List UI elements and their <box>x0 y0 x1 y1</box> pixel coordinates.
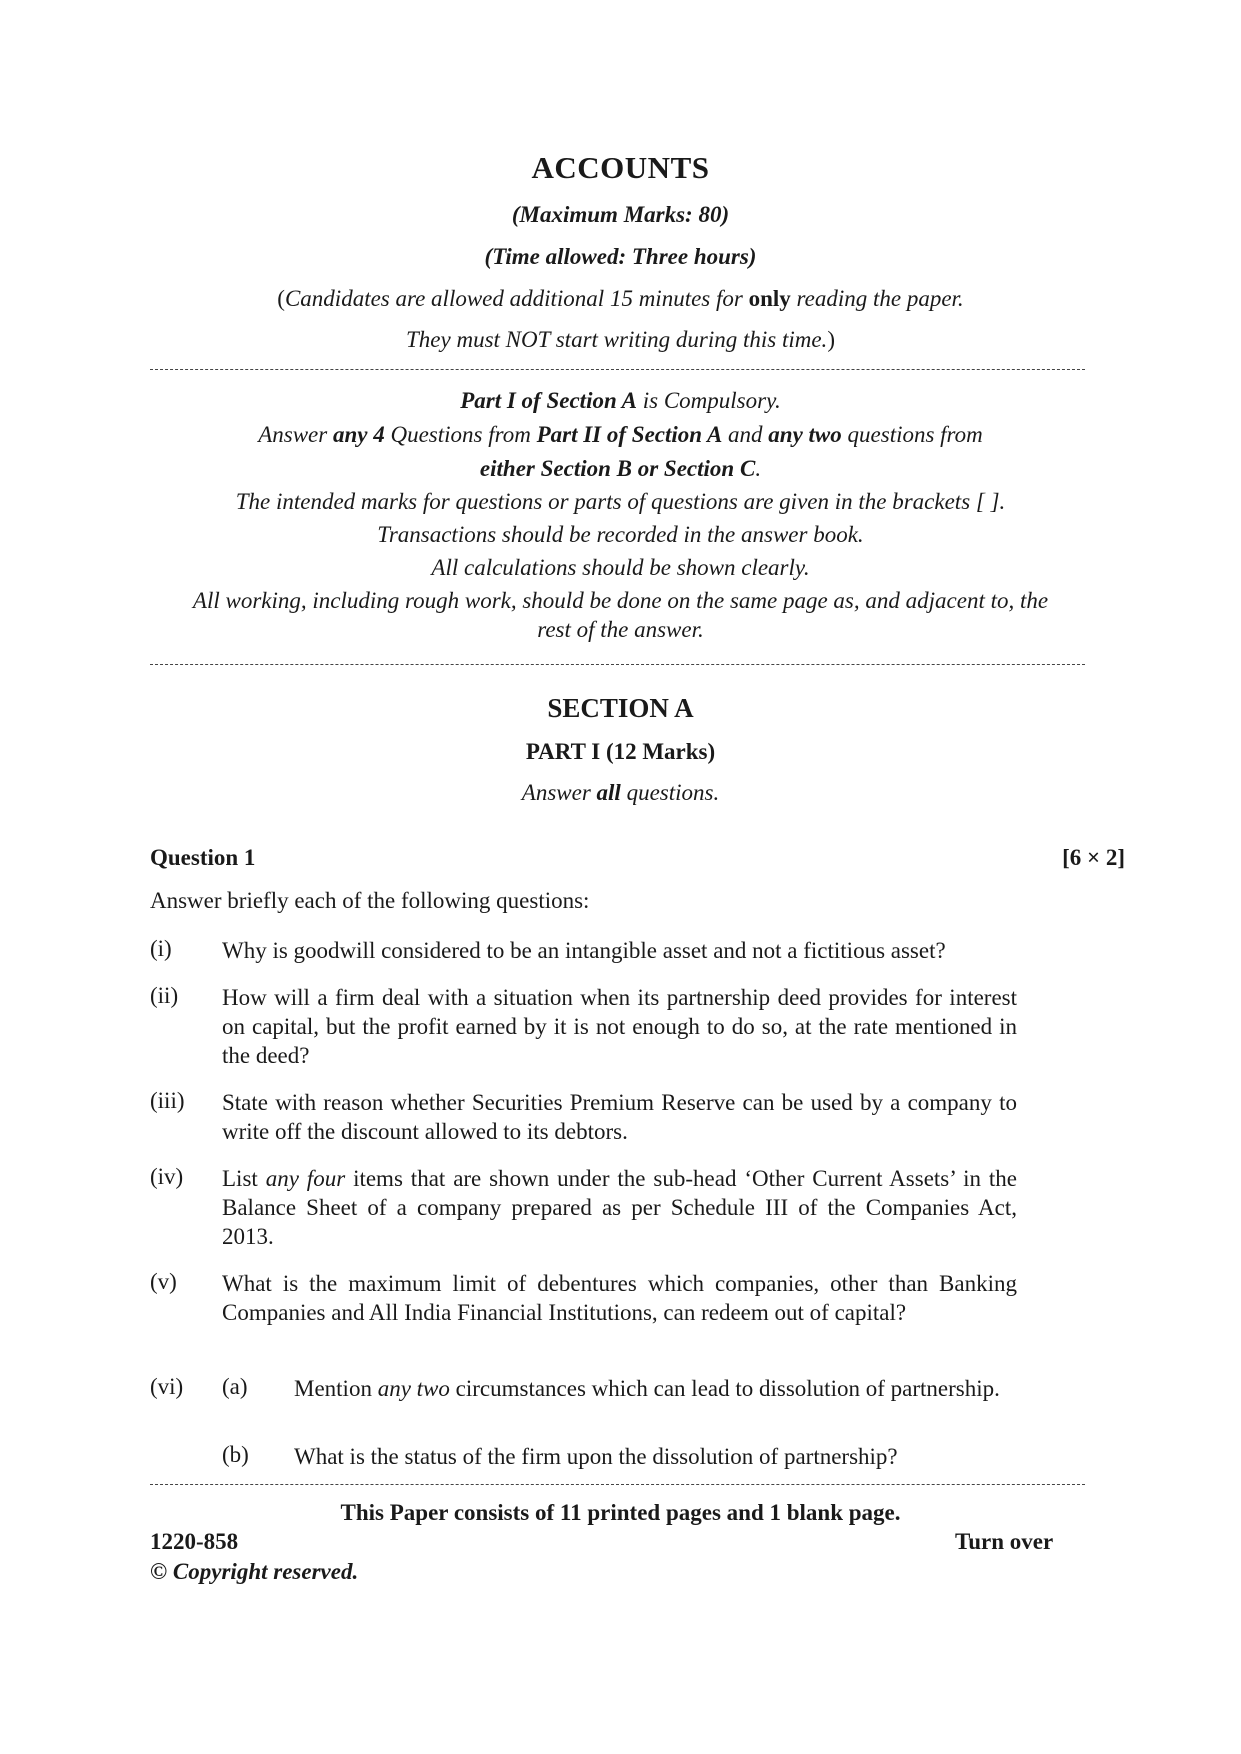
item-text: Why is goodwill considered to be an intangible asset and not a fictitious asset? <box>222 938 946 963</box>
candidates-note-line-1: (Candidates are allowed additional 15 minutes for only reading the paper. <box>277 286 964 311</box>
instruction-line-6: All calculations should be shown clearly. <box>431 555 810 580</box>
paper-code: 1220-858 <box>150 1529 239 1554</box>
sub-item-text: Mention any two circumstances which can lead to dissolution of partnership. <box>294 1376 1000 1401</box>
time-allowed: (Time allowed: Three hours) <box>484 244 757 269</box>
part-title: PART I (12 Marks) <box>525 739 716 764</box>
maximum-marks: (Maximum Marks: 80) <box>511 202 730 227</box>
divider-top <box>150 369 1085 370</box>
divider-middle <box>150 664 1085 665</box>
sub-item-letter: (b) <box>222 1442 249 1467</box>
question-intro: Answer briefly each of the following questions: <box>150 888 590 913</box>
question-marks: [6 × 2] <box>1062 845 1125 870</box>
item-text: How will a firm deal with a situation when its partnership deed provides for interest on capital, but the profit earned by it is not enough to do so, at the rate mentioned in the deed? <box>222 985 1017 1068</box>
sub-item-text: What is the status of the firm upon the dissolution of partnership? <box>294 1444 898 1469</box>
instruction-line-1: Part I of Section A is Compulsory. <box>460 388 781 413</box>
item-number: (i) <box>150 936 172 961</box>
pages-note: This Paper consists of 11 printed pages and 1 blank page. <box>340 1500 901 1525</box>
instruction-line-3: either Section B or Section C. <box>479 456 762 481</box>
item-number: (iv) <box>150 1164 184 1189</box>
item-number: (vi) <box>150 1374 184 1399</box>
answer-all-note: Answer all questions. <box>521 780 720 805</box>
item-number: (ii) <box>150 983 179 1008</box>
item-text: State with reason whether Securities Premium Reserve can be used by a company to write off the discount allowed to its debtors. <box>222 1090 1017 1144</box>
instruction-line-7: All working, including rough work, should be done on the same page as, and adjacent to, the <box>192 588 1049 613</box>
instruction-line-2: Answer any 4 Questions from Part II of Section A and any two questions from <box>258 422 983 447</box>
question-heading: Question 1 <box>150 845 256 870</box>
candidates-note-line-2: They must NOT start writing during this time.) <box>406 327 835 352</box>
divider-bottom <box>150 1484 1085 1485</box>
item-number: (iii) <box>150 1088 185 1113</box>
item-text: List any four items that are shown under the sub-head ‘Other Current Assets’ in the Balance Sheet of a company prepared as per Schedule III of the Companies Act, 2013. <box>222 1166 1017 1249</box>
section-title: SECTION A <box>547 693 694 723</box>
turn-over-note: Turn over <box>955 1529 1054 1554</box>
instruction-line-5: Transactions should be recorded in the answer book. <box>377 522 864 547</box>
instruction-line-4: The intended marks for questions or parts of questions are given in the brackets [ ]. <box>235 489 1006 514</box>
copyright-note: © Copyright reserved. <box>150 1559 359 1584</box>
instruction-line-8: rest of the answer. <box>537 617 704 642</box>
sub-item-letter: (a) <box>222 1374 248 1399</box>
item-number: (v) <box>150 1269 177 1294</box>
paper-title: ACCOUNTS <box>531 150 710 185</box>
item-text: What is the maximum limit of debentures which companies, other than Banking Companies and All India Financial Institutions, can redeem out of capital? <box>222 1271 1017 1325</box>
